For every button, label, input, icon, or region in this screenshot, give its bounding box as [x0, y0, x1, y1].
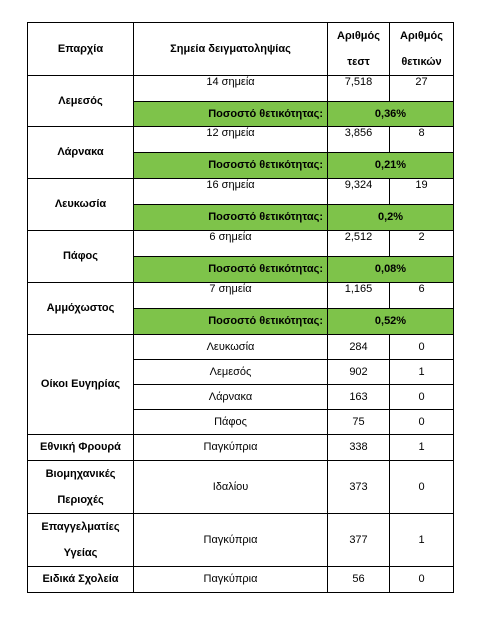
tests-count: 56: [328, 567, 390, 593]
category-name-line1: Επαγγελματίες: [41, 521, 120, 533]
province-row: [28, 179, 454, 205]
tests-count: 1,165: [328, 283, 390, 309]
sampling-points: 12 σημεία: [134, 127, 328, 153]
category-row: [28, 514, 454, 567]
tests-count: 373: [328, 461, 390, 514]
header-row: [28, 23, 454, 76]
positives-count: 0: [390, 461, 454, 514]
positivity-label: Ποσοστό θετικότητας:: [134, 102, 328, 127]
category-name: Εθνική Φρουρά: [28, 435, 134, 461]
location: Πάφος: [134, 410, 328, 435]
tests-count: 3,856: [328, 127, 390, 153]
header-positives-line2: θετικών: [401, 56, 442, 68]
tests-count: 2,512: [328, 231, 390, 257]
location: Λευκωσία: [134, 335, 328, 360]
positives-count: 1: [390, 360, 454, 385]
category-name: Οίκοι Ευγηρίας: [28, 335, 134, 435]
province-name: Λάρνακα: [28, 127, 134, 179]
sampling-points: 14 σημεία: [134, 76, 328, 102]
header-positives: [390, 23, 454, 76]
positives-count: 8: [390, 127, 454, 153]
sampling-points: 16 σημεία: [134, 179, 328, 205]
care-home-row: [28, 335, 454, 360]
testing-results-table: [27, 22, 454, 593]
tests-count: 163: [328, 385, 390, 410]
category-name: [28, 461, 134, 514]
positives-count: 19: [390, 179, 454, 205]
positives-count: 0: [390, 567, 454, 593]
category-name-line2: Υγείας: [63, 547, 98, 559]
location: Ιδαλίου: [134, 461, 328, 514]
positives-count: 0: [390, 385, 454, 410]
province-name: Λευκωσία: [28, 179, 134, 231]
positives-count: 6: [390, 283, 454, 309]
header-tests-line1: Αριθμός: [337, 30, 380, 42]
header-positives-line1: Αριθμός: [400, 30, 443, 42]
tests-count: 284: [328, 335, 390, 360]
tests-count: 7,518: [328, 76, 390, 102]
positivity-rate: 0,08%: [328, 257, 454, 283]
category-name-line2: Περιοχές: [57, 494, 104, 506]
category-row: [28, 461, 454, 514]
category-row: [28, 435, 454, 461]
positivity-rate: 0,52%: [328, 309, 454, 335]
province-row: [28, 283, 454, 309]
tests-count: 377: [328, 514, 390, 567]
province-name: Πάφος: [28, 231, 134, 283]
province-name: Λεμεσός: [28, 76, 134, 127]
positivity-rate: 0,21%: [328, 153, 454, 179]
positives-count: 0: [390, 410, 454, 435]
header-points: Σημεία δειγματοληψίας: [134, 23, 328, 76]
header-tests: [328, 23, 390, 76]
tests-count: 9,324: [328, 179, 390, 205]
positivity-label: Ποσοστό θετικότητας:: [134, 257, 328, 283]
positivity-label: Ποσοστό θετικότητας:: [134, 205, 328, 231]
header-province: Επαρχία: [28, 23, 134, 76]
location: Λεμεσός: [134, 360, 328, 385]
tests-count: 338: [328, 435, 390, 461]
category-name: Ειδικά Σχολεία: [28, 567, 134, 593]
province-row: [28, 76, 454, 102]
tests-count: 75: [328, 410, 390, 435]
positivity-rate: 0,36%: [328, 102, 454, 127]
province-row: [28, 231, 454, 257]
positives-count: 1: [390, 514, 454, 567]
sampling-points: 6 σημεία: [134, 231, 328, 257]
location: Παγκύπρια: [134, 435, 328, 461]
positives-count: 1: [390, 435, 454, 461]
positives-count: 2: [390, 231, 454, 257]
tests-count: 902: [328, 360, 390, 385]
positivity-label: Ποσοστό θετικότητας:: [134, 153, 328, 179]
positives-count: 0: [390, 335, 454, 360]
category-name-line1: Βιομηχανικές: [45, 468, 116, 480]
category-name: [28, 514, 134, 567]
location: Παγκύπρια: [134, 514, 328, 567]
sampling-points: 7 σημεία: [134, 283, 328, 309]
positivity-label: Ποσοστό θετικότητας:: [134, 309, 328, 335]
category-row: [28, 567, 454, 593]
province-row: [28, 127, 454, 153]
province-name: Αμμόχωστος: [28, 283, 134, 335]
location: Λάρνακα: [134, 385, 328, 410]
location: Παγκύπρια: [134, 567, 328, 593]
header-tests-line2: τεστ: [347, 56, 370, 68]
positivity-rate: 0,2%: [328, 205, 454, 231]
positives-count: 27: [390, 76, 454, 102]
